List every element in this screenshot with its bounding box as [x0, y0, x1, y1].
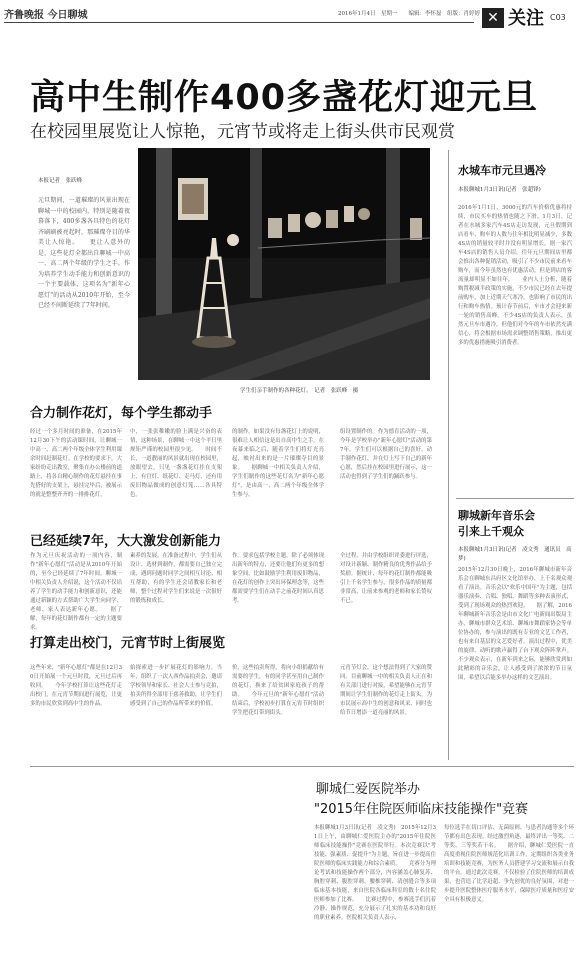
- page-code: C03: [550, 13, 566, 22]
- bottom-col-1: 本报聊城1月3日讯(记者 凌文秀) 2015年12月31日上午，由聊城仁爱医院主办的"2015年住院医师临床技能操作"竞赛在医院举行。本次竞赛以"考技能、强素质、促提升"为主题，旨在进一步提高住院医师的临床实践能力和综合素质。 竞赛分为理论考试和技能操作两个部分，内容涵盖心肺复苏、胸腔穿刺、腹腔穿刺、腰椎穿刺、清创缝合等多项临床基本技能，来自医院各临床科室的数十名住院医师参加了比赛。 比赛过程中，参赛选手们沉着冷静、操作规范，充分展示了扎实的基本功和良好的职业素养。医院相关负责人表示，: [314, 825, 436, 921]
- header-rule: [4, 22, 474, 23]
- photo-caption: 学生们亲手制作的各种花灯。 记者 张跃峰 摄: [240, 388, 359, 394]
- bottom-title-line-1: 聊城仁爱医院举办: [316, 782, 421, 797]
- section-1-col-1: 经过一个多月时间的准备，在2015年12月30下午的活动课时间，让聊城一中高一、高二两个年级全体学生利用课余时间赶制花灯。在学校的要求下，大家纷纷走出教室，聚集在办公楼前的道路上，将各自精心制作的花灯悬挂在事先搭好的支架上，悬挂完毕后，被展示的就是整整齐齐的一排排花灯。: [30, 429, 122, 498]
- section-2-title: 已经延续7年，大大激发创新能力: [30, 534, 222, 549]
- lantern-photo: [138, 148, 430, 380]
- sidebar-2-body: 2015年12月30日晚上，2016年聊城市新年音乐会在聊城东昌府区文化馆举办，上千名观众观看了演出。音乐会以"欢乐中国年"为主题，包括器乐演奏、合唱、独唱、舞蹈等多种表演形式，受到了现场观众的热烈欢迎。 据了解，2016年聊城新年音乐会是由市文化广电新闻出版局主办，聊城市群众艺术馆、聊城市舞蹈家协会等单位协办的，参与演出的既有专业的文艺工作者，也有来自基层的文艺爱好者。演出过程中，优美的旋律、动听的歌声赢得了台下观众阵阵掌声。不少观众表示，在新年到来之际，能够欣赏到如此精彩的音乐会，让人感受到了浓浓的节日氛围，希望以后能多举办这样的文艺演出。: [458, 567, 572, 681]
- issue-meta: 2016年1月4日 星期一 编辑：李怀磊 组版：肖婷婷: [338, 11, 480, 17]
- bottom-col-2: 每位选手在切口评估、无菌原则、与患者沟通等多个环节都有出色表现。经过激烈角逐，最终评出一等奖、二等奖、三等奖若干名。 据介绍，聊城仁爱医院一直高度重视住院医师规范化培训工作，定期组织各类业务培训和技能竞赛，为医务人员搭建学习交流和展示自我的平台。通过此次竞赛，不仅检验了住院医师的培训成果，也营造了比学赶超、争先创优的良好氛围，对进一步提升医院整体医疗服务水平，保障医疗质量和医疗安全具有积极意义。: [444, 825, 574, 903]
- section-ribbon: [478, 2, 578, 34]
- section-1-col-3: 的制作。如果没有每盏花灯上的说明，很难让人相信这是出自高中生之手。在夜幕来临之后，随着学生们将灯光亮起，映衬出来的是一片璀璨夺目的景象。 据聊城一中相关负责人介绍，学生们制作的这些花灯名为"新年心愿灯"，是由高一、高二两个年级全体学生参与。: [232, 429, 324, 498]
- section-1-title: 合力制作花灯，每个学生都动手: [30, 406, 213, 421]
- bottom-rule: [30, 766, 574, 767]
- sidebar-2-byline: 本报聊城1月3日讯(记者 凌文秀 通讯员 高梦): [458, 547, 572, 562]
- section-3-col-4: 元宵节灯会，这个想法得到了大家的赞同。目前聊城一中的相关负责人正在和有关部门进行对接，希望能够在元宵节期间让学生们制作的花灯走上街头，为市民展示高中生的创意和风采，同时也给节日增添一道亮丽的风景。: [340, 665, 432, 716]
- sidebar-1-title: 水城车市元旦遇冷: [458, 164, 546, 177]
- section-2-col-4: 全过程，并由学校组织评委进行评选，对设计新颖、制作精良的优秀作品给予奖励。据统计，每年的花灯制作都能吸引上千名学生参与，很多作品的质量都非常高，让前来参观的老师和家长赞叹不已。: [340, 553, 432, 604]
- main-byline: 本报记者 张跃峰: [38, 178, 83, 184]
- section-1-col-4: 组设置制作的。作为德育活动的一项，今年是学校举办"新年心愿灯"活动的第7年，学生们可以根据自己的喜好，动手制作花灯，并在灯上写下自己的新年心愿，然后挂在校园里进行展示，这一活动也得到了学生们的踊跃参与。: [340, 429, 432, 480]
- main-lead: 元旦期间，一道璀璨的风景出现在聊城一中的校园内，特别是随着夜幕落下，400多盏各具特色的花灯齐刷刷被亮起时，那璀璨夺目的华美让人惊艳。 更让人意外的是，这些花灯全都出自聊城一中高一、高二两个年级的学生之手。作为培养学生动手能力和创新意识的一个主要载体，这项名为"新年心愿灯"的活动从2010年开始，至今已经不间断延续了7年时间。: [38, 197, 130, 309]
- section-2-col-3: 作。要求包括学校主题，除了必须体现出新年的特点，还要让他们有更多的想象空间，比如鼓励学生利用废旧物品，在花灯的创作上突出环保理念等，这些都需要学生们在动手之前花时间认真思考。: [232, 553, 324, 604]
- close-box-icon: ✕: [482, 8, 504, 28]
- section-3-col-1: 这些年来，"新年心愿灯"都是在12月30日开始展一个元旦时段，元旦过后再收回。 今年学校打算让这些花灯走出校门，在元宵节期间进行展览，让更多的市民欣赏到高中生的作品。: [30, 665, 122, 707]
- sidebar-1-byline: 本报聊城1月3日讯(记者 张超锋): [458, 187, 541, 193]
- sidebar-1-body: 2016年1月1日，3000元的汽车价格优惠将持续，市民买车的热情也随之下滑。1月3日，记者在水城多家汽车4S店走访发现，元旦假期到店看车、购车的人数与往年相比明显减少，多数4S店的销量较平时并没有明显增长。据一家汽车4S店的销售人员介绍，往年元旦期间店里都会推出各种促销活动，吸引了不少市民前来看车购车，而今年虽然也有优惠活动，但是到店的客流量却明显不如往年。 业内人士分析，随着购置税减半政策的实施，不少市民已经在去年提前购车，加上近期天气寒冷，也影响了市民的出行和购车热情。预计春节前后，车市才会迎来新一轮的销售高峰。不少4S店的负责人表示，虽然元旦车市遇冷，但他们对今年的车市依然充满信心，将会根据市场需求调整销售策略，推出更多的优惠措施吸引消费者。: [458, 205, 572, 346]
- main-headline: 高中生制作400多盏花灯迎元旦: [30, 78, 539, 118]
- sidebar-rule: [456, 498, 574, 499]
- newspaper-masthead: 齐鲁晚报 今日聊城: [4, 10, 88, 21]
- lantern-photo-illustration: [138, 148, 430, 380]
- section-1-col-2: 中，一张张稚嫩的脸上满是兴奋的表情，这种场景，在聊城一中这个平日里规矩严谨的校园里很少见。 时间不长，一道靓丽的风景就出现在校园里，放眼望去，只见一盏盏花灯挂在支架上，有宫灯、纸花灯、走马灯，还有用废旧物品做成的创意灯笼……各具特色。: [130, 429, 222, 498]
- section-3-col-2: 始探索进一步扩展花灯的影响力。当年，组织了一次人西作品拍卖会，邀请学校领导和家长、社会人士参与竞拍，拍卖所得全部用于慈善救助，让学生们感受到了自己的作品所带来的价值。: [130, 665, 222, 707]
- section-2-col-2: 素养的发展。在准备过程中，学生们从设计、选材到制作，都需要自己独立完成，遇到问题时同学之间相互讨论、相互帮助，有的学生还会请教家长和老师，整个过程对学生们来说是一次很好的锻炼和成长。: [130, 553, 222, 604]
- section-3-title: 打算走出校门，元宵节时上街展览: [30, 636, 226, 651]
- sidebar-divider: [448, 150, 449, 760]
- section-label: 关注: [508, 8, 544, 29]
- bottom-title-line-2: "2015年住院医师临床技能操作"竞赛: [314, 802, 529, 817]
- section-3-col-3: 价，这些拍卖所得，将向小组捐献给有需要的学生，有的同学甚至用自己制作的花灯，换来了给贫困家庭孩子的帮助。 今年元旦的"新年心愿灯"活动结束后，学校初步打算在元宵节时组织学生把花灯带到街头。: [232, 665, 324, 716]
- section-2-col-1: 作为元旦庆祝活动的一项内容，制作"新年心愿灯"活动是从2010年开始的，至今已经延续了7年时间。聊城一中相关负责人介绍说，这个活动不仅培养了学生的动手能力和创新意识，还能通过新颖的方式帮助广大学生向同学、老师、家人表达新年心愿。 据了解，每年的花灯制作都有一定的主题要求。: [30, 553, 122, 631]
- sidebar-2-title: 聊城新年音乐会 引来上千观众: [458, 509, 535, 538]
- main-subheadline: 在校园里展览让人惊艳，元宵节或将走上街头供市民观赏: [30, 122, 455, 142]
